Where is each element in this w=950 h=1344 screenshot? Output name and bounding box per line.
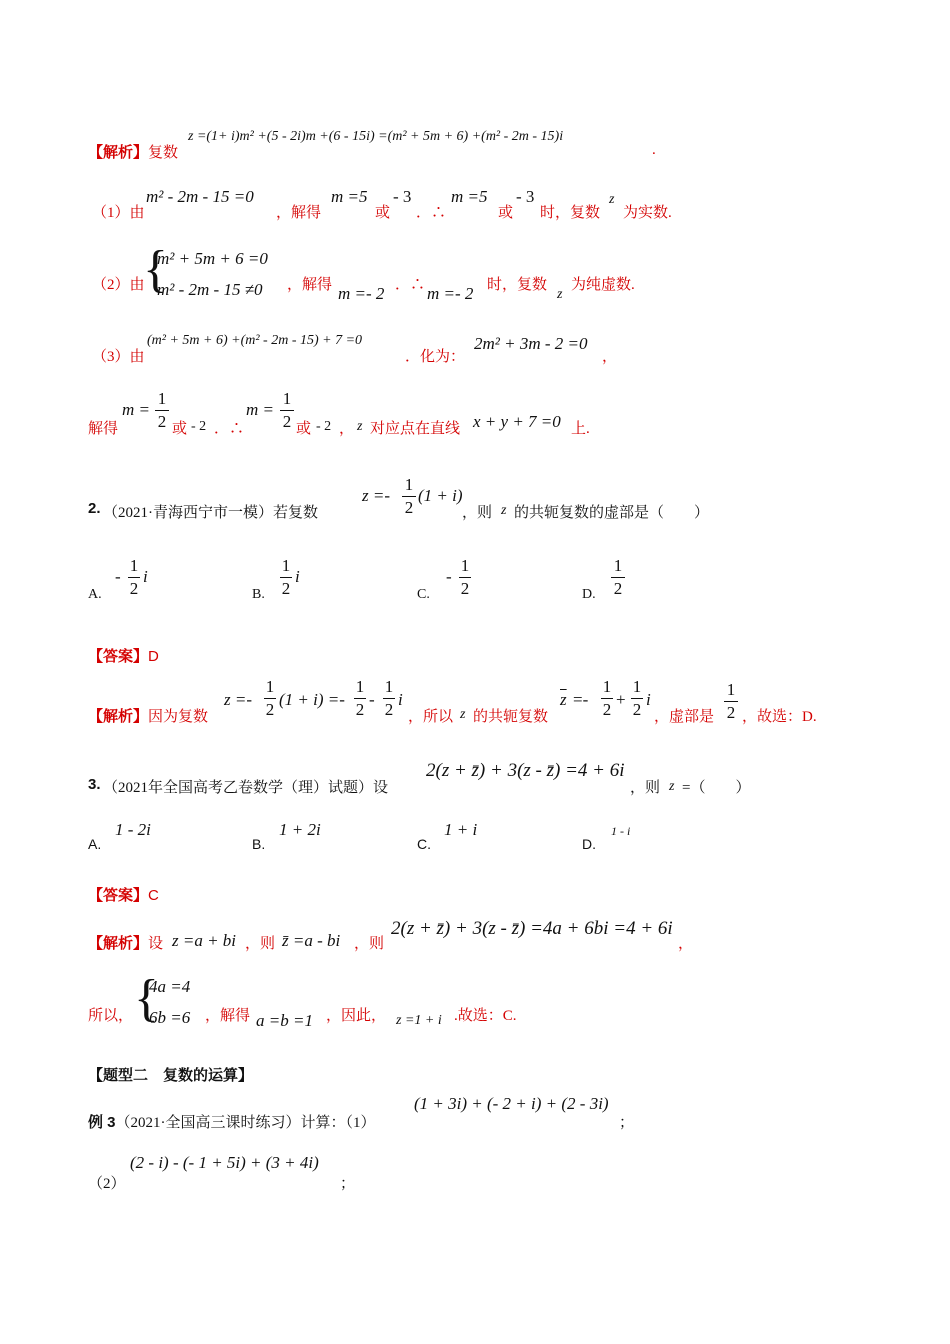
q3-analysis-set [88,932,163,953]
q2-analysis-zz: z [460,707,466,722]
fraction-den: 2 [384,700,394,719]
part1-z: z [609,192,615,207]
q2-analysis-minus: - [369,690,375,709]
part3-or: 或 [172,421,188,437]
example3-label2: （2） [88,1176,126,1192]
part2-z: z [557,287,563,302]
fraction-den: 2 [129,579,139,598]
q3-analysis-z: z =a + bi [172,931,237,950]
fraction-num: 1 [129,556,139,575]
section-title: 【题型二 复数的运算】 [88,1067,254,1084]
part1-or: 或 [375,205,391,221]
q3-analysis-comma: ， [678,936,694,952]
q3-z: z [669,779,675,794]
q3-option-a-value: 1 - 2i [115,820,151,839]
fraction-num: 1 [265,677,275,696]
q2-analysis-end: ，故选：D. [742,709,817,725]
q2-rest1: ，则 [462,505,493,521]
q2-option-a-sign: - [115,567,121,586]
example3-expr2: (2 - i) - (- 1 + 5i) + (3 + 4i) [130,1153,319,1172]
q2-option-b-i: i [295,567,300,586]
part1-or2: 或 [498,205,514,221]
q2-analysis-zbar: $\overline{z}$ [560,690,567,709]
example3-heading [88,1111,376,1132]
q3-answer [88,884,159,905]
example3-semi2: ； [340,1176,356,1192]
part3-end: 上. [571,421,590,437]
q3-analysis-then2: ，则 [354,936,385,952]
part3-or2: 或 [296,421,312,437]
analysis-end: . [652,142,656,158]
q3-analysis-zbar: z̄ =a - bi [282,931,341,950]
part3-m-eq2: m = [246,400,274,419]
q2-analysis-frac1 [264,677,276,720]
part2-eq2: m² - 2m - 15 ≠0 [157,280,263,299]
part1-root3: m =5 [451,187,488,206]
q2-option-c-label[interactable]: C. [417,587,430,602]
q2-option-d-fraction [611,556,625,599]
part3-neg2: - 2 [191,419,207,434]
part1-equation: m² - 2m - 15 =0 [146,187,254,206]
q3-analysis-thus: ，因此， [326,1008,387,1024]
analysis-intro: 复数 [148,145,179,161]
part1-therefore: ．∴ [416,205,447,221]
answer-tag: 【答案】 [88,888,149,904]
q3-option-b-label[interactable]: B. [252,836,266,852]
q3-analysis-zres: z =1 + i [396,1013,442,1028]
q2-analysis-z: z =- [224,690,252,709]
fraction-den: 2 [404,498,414,517]
part3-point: 对应点在直线 [370,421,461,437]
fraction-num: 1 [157,389,167,408]
q2-analysis-conj: 的共轭复数 [473,709,549,725]
q3-analysis-eq2: 6b =6 [149,1008,191,1027]
q3-option-c-value: 1 + i [444,820,478,839]
q3-analysis-expr: 2(z + z̄) + 3(z - z̄) =4a + 6bi =4 + 6i [391,918,673,939]
part2-conclusion: 为纯虚数. [571,277,635,293]
fraction-den: 2 [726,703,736,722]
fraction-num: 1 [726,680,736,699]
part1-tail: 时，复数 [540,205,601,221]
fraction-num: 1 [602,677,612,696]
part2-result: m =- 2 [338,284,385,303]
example3-semi1: ； [619,1115,635,1131]
q2-analysis-intro [88,705,208,726]
part3-line: x + y + 7 =0 [473,412,561,431]
part3-neg2b: - 2 [316,419,332,434]
system-brace: { [143,241,168,298]
q2-analysis-paren: (1 + i) =- [279,690,345,709]
q3-number: 3. [88,776,101,793]
part3-m-eq: m = [122,400,150,419]
fraction-half-2 [280,389,294,432]
q3-option-c-label[interactable]: C. [417,836,431,852]
q3-analysis-so: 所以， [88,1008,134,1024]
q2-option-d-label[interactable]: D. [582,587,596,602]
q2-analysis-frac6 [724,680,738,723]
q3-analysis-then: ，则 [245,936,276,952]
part3-equation: (m² + 5m + 6) +(m² - 2m - 15) + 7 =0 [147,333,363,348]
part1-solve: ，解得 [276,205,322,221]
fraction-num: 1 [355,677,365,696]
q2-z-eq: z =- [362,486,390,505]
fraction-num: 1 [384,677,394,696]
q2-fraction [402,475,416,518]
q3-option-d-label[interactable]: D. [582,836,596,852]
part2-result2: m =- 2 [427,284,474,303]
part1-root4: - 3 [516,187,535,206]
q2-analysis-i2: i [646,690,651,709]
q2-analysis-i: i [398,690,403,709]
fraction-num: 1 [632,677,642,696]
q3-option-d-value: 1 - i [611,824,631,838]
q2-analysis-frac2 [354,677,366,720]
q3-option-a-label[interactable]: A. [88,836,102,852]
analysis-tag: 【解析】 [88,936,149,952]
q2-analysis-frac5 [631,677,643,720]
system-brace: { [134,970,159,1027]
q3-analysis-solve: ，解得 [205,1008,251,1024]
analysis-line [88,141,178,162]
fraction-half [155,389,169,432]
q2-analysis-imag: ，虚部是 [654,709,715,725]
part3-convert: ．化为： [405,349,466,365]
answer-value: C [148,887,159,904]
answer-tag: 【答案】 [88,649,149,665]
fraction-den: 2 [265,700,275,719]
q3-rest: ，则 [630,780,661,796]
q2-analysis-frac3 [383,677,395,720]
part2-therefore: ．∴ [395,277,426,293]
fraction-den: 2 [613,579,623,598]
part3-equation2: 2m² + 3m - 2 =0 [474,334,588,353]
example3-label: 例 3 [88,1114,116,1131]
q3-option-b-value: 1 + 2i [279,820,321,839]
q3-source: （2021年全国高考乙卷数学（理）试题）设 [103,780,389,796]
fraction-den: 2 [602,700,612,719]
q2-option-a-i: i [143,567,148,586]
analysis-tag: 【解析】 [88,145,149,161]
q2-option-a-label[interactable]: A. [88,587,102,602]
analysis-expression: z =(1+ i)m² +(5 - 2i)m +(6 - 15i) =(m² + 5m + 6) +(m² - 2m - 15)i [188,129,564,144]
part2-tail: 时，复数 [487,277,548,293]
part1-root2: - 3 [393,187,412,206]
fraction-num: 1 [460,556,470,575]
part3-comma: ， [602,349,618,365]
part3-therefore: ．∴ [214,421,245,437]
q2-answer [88,645,159,666]
part2-eq1: m² + 5m + 6 =0 [157,249,268,268]
q2-analysis-plus: + [616,690,626,709]
fraction-den: 2 [282,412,292,431]
q2-rest2: 的共轭复数的虚部是（ ） [514,505,710,521]
q3-expression: 2(z + z̄) + 3(z - z̄) =4 + 6i [426,760,625,781]
q3-analysis-eq1: 4a =4 [149,977,191,996]
part3-solve: 解得 [88,421,119,437]
q2-number: 2. [88,500,101,517]
fraction-den: 2 [281,579,291,598]
q2-source: （2021·青海西宁市一模）若复数 [103,505,318,521]
example3-source: （2021·全国高三课时练习）计算：（1） [115,1115,376,1131]
q3-analysis-end: .故选：C. [454,1008,517,1024]
q2-option-c-sign: - [446,567,452,586]
fraction-num: 1 [404,475,414,494]
q3-analysis-result: a =b =1 [256,1011,313,1030]
fraction-den: 2 [460,579,470,598]
q2-analysis-frac4 [601,677,613,720]
q2-analysis-so: ，所以 [408,709,454,725]
analysis-text: 因为复数 [148,709,209,725]
part1-label: （1）由 [92,205,145,221]
analysis-text: 设 [148,936,164,952]
q2-option-b-fraction [280,556,292,599]
example3-expr1: (1 + 3i) + (- 2 + i) + (2 - 3i) [414,1094,609,1113]
fraction-num: 1 [281,556,291,575]
part2-label: （2）由 [92,277,145,293]
part2-solve: ，解得 [287,277,333,293]
fraction-num: 1 [282,389,292,408]
q3-rest2: =（ ） [682,780,751,796]
fraction-num: 1 [613,556,623,575]
analysis-tag: 【解析】 [88,709,149,725]
part3-comma2: ， [339,421,355,437]
q2-z: z [501,503,507,518]
fraction-den: 2 [157,412,167,431]
q2-paren: (1 + i) [418,486,463,505]
q2-option-c-fraction [459,556,471,599]
q2-option-a-fraction [128,556,140,599]
q2-analysis-eq: =- [573,690,589,709]
part1-root1: m =5 [331,187,368,206]
answer-value: D [148,648,159,665]
part3-z: z [357,419,363,434]
q2-option-b-label[interactable]: B. [252,587,265,602]
part1-conclusion: 为实数. [623,205,672,221]
fraction-den: 2 [632,700,642,719]
fraction-den: 2 [355,700,365,719]
part3-label: （3）由 [92,349,145,365]
